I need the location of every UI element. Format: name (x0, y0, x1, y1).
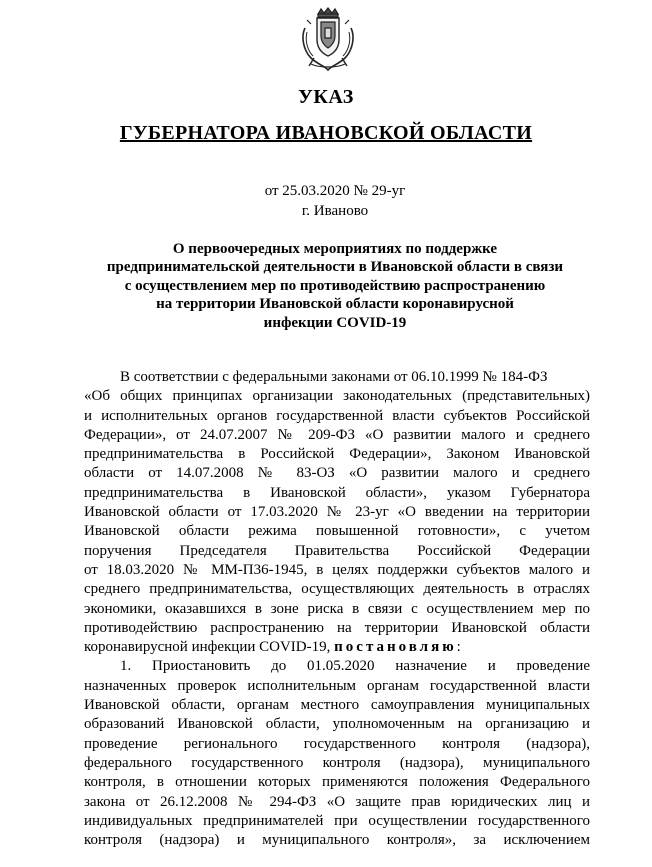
subject-line: с осуществлением мер по противодействию распространению (124, 277, 546, 294)
preamble-line: среднего предпринимательства, осуществляющих деятельность в отраслях (84, 581, 590, 598)
preamble-colon: : (456, 639, 461, 656)
item1-line: федерального государственного контроля (надзора), муниципального (84, 754, 590, 771)
decree-body (84, 368, 590, 850)
item1-line: контроля (надзора) и муниципального контроля», за исключением (84, 832, 590, 849)
subject-line: инфекции COVID-19 (263, 314, 407, 331)
decree-label: УКАЗ (298, 86, 354, 108)
subject-line: предпринимательской деятельности в Ивановской области в связи (106, 259, 564, 276)
preamble-line: и исполнительных органов государственной власти субъектов Российской (84, 407, 590, 424)
issuer-title: ГУБЕРНАТОРА ИВАНОВСКОЙ ОБЛАСТИ (119, 122, 533, 144)
decree-date-number: от 25.03.2020 № 29-уг (264, 183, 406, 199)
preamble-line: предпринимательства в Российской Федерации», Законом Ивановской (84, 446, 590, 463)
preamble-final-line (84, 638, 590, 657)
subject-line: О первоочередных мероприятиях по поддержке (172, 241, 498, 257)
preamble-final-text: коронавирусной инфекции COVID-19, (84, 639, 335, 656)
item1-line: образований Ивановской области, уполномоченным на организацию и (84, 716, 590, 733)
preamble-line: предпринимательства в Ивановской области», указом Губернатора (84, 484, 590, 501)
preamble-line: области от 14.07.2008 № 83-ОЗ «О развитии малого и среднего (84, 465, 590, 482)
preamble-line: от 18.03.2020 № ММ-П36-1945, в целях поддержки субъектов малого и (84, 561, 590, 578)
preamble-line: Ивановской области режима повышенной готовности», с учетом (84, 523, 590, 540)
item1-line: индивидуальных предпринимателей при осуществлении государственного (84, 812, 590, 829)
decree-subject (80, 240, 590, 332)
preamble-line: «Об общих принципах организации законодательных (представительных) (84, 388, 590, 405)
subject-line: на территории Ивановской области коронавирусной (156, 296, 514, 313)
item1-line: 1. Приостановить до 01.05.2020 назначение и проведение (120, 658, 590, 675)
item1-line: Ивановской области, органам местного самоуправления муниципальных (84, 697, 590, 714)
preamble-line: Ивановской области от 17.03.2020 № 23-уг «О введении на территории (84, 504, 590, 521)
preamble-line: поручения Председателя Правительства Российской Федерации (84, 542, 590, 559)
item1-line: закона от 26.12.2008 № 294-ФЗ «О защите прав юридических лиц и (84, 793, 590, 810)
item1-line: назначенных проверок исполнительным органам государственной власти (84, 677, 590, 694)
coat-of-arms-emblem (297, 6, 359, 74)
preamble-line: экономики, оказавшихся в зоне риска в связи с осуществлением мер по (84, 600, 590, 617)
item1-line: контроля, в отношении которых применяются положения Федерального (84, 774, 590, 791)
item1-line: проведение регионального государственного контроля (надзора), (84, 735, 590, 752)
decree-city: г. Иваново (301, 203, 369, 219)
resolve-word: постановляю (334, 639, 457, 656)
preamble-line: противодействию распространению на территории Ивановской области (84, 619, 590, 636)
preamble-line: Федерации», от 24.07.2007 № 209-ФЗ «О развитии малого и среднего (84, 426, 590, 443)
preamble-line: В соответствии с федеральными законами от 06.10.1999 № 184-ФЗ (120, 369, 548, 385)
